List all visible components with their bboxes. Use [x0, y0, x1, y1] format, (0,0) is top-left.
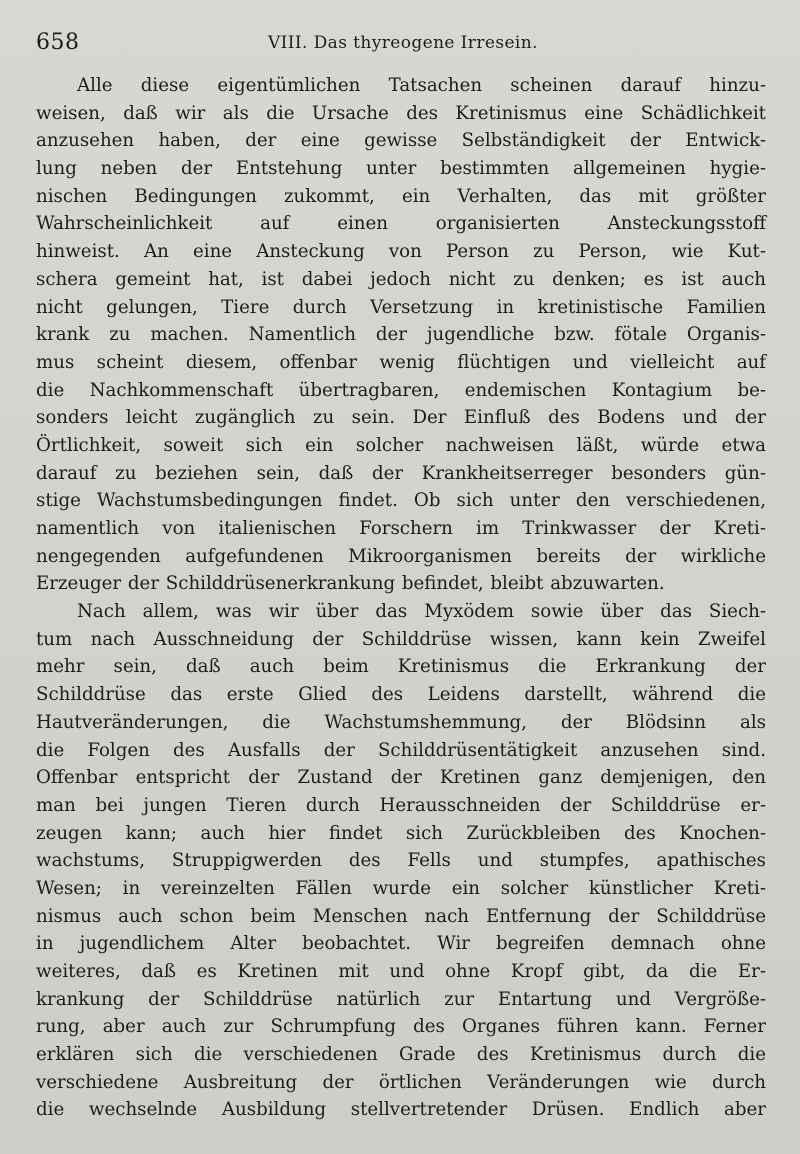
text-line: man bei jungen Tieren durch Herausschneiden der Schilddrüse er-	[36, 794, 766, 816]
text-line: die wechselnde Ausbildung stellvertretender Drüsen. Endlich aber	[36, 1099, 766, 1121]
text-line: weisen, daß wir als die Ursache des Kretinismus eine Schädlichkeit	[36, 102, 766, 124]
text-line: die Folgen des Ausfalls der Schilddrüsentätigkeit anzusehen sind.	[36, 739, 766, 761]
running-title: VIII. Das thyreogene Irresein.	[268, 33, 538, 53]
text-line: Alle diese eigentümlichen Tatsachen scheinen darauf hinzu-	[77, 75, 766, 96]
text-line: erklären sich die verschiedenen Grade des Kretinismus durch die	[36, 1044, 766, 1066]
text-line: zeugen kann; auch hier findet sich Zurückbleiben des Knochen-	[36, 822, 766, 844]
text-line: krankung der Schilddrüse natürlich zur Entartung und Vergröße-	[36, 988, 766, 1010]
text-line: mehr sein, daß auch beim Kretinismus die Erkrankung der	[36, 656, 766, 678]
text-line: mus scheint diesem, offenbar wenig flüchtigen und vielleicht auf	[36, 351, 766, 373]
text-line: lung neben der Entstehung unter bestimmten allgemeinen hygie-	[36, 158, 766, 180]
text-line: wachstums, Struppigwerden des Fells und stumpfes, apathisches	[36, 850, 766, 872]
text-line: Örtlichkeit, soweit sich ein solcher nachweisen läßt, würde etwa	[36, 434, 766, 456]
text-line: Erzeuger der Schilddrüsenerkrankung befindet, bleibt abzuwarten.	[36, 573, 665, 595]
text-line: anzusehen haben, der eine gewisse Selbständigkeit der Entwick-	[36, 130, 766, 152]
text-line: schera gemeint hat, ist dabei jedoch nicht zu denken; es ist auch	[36, 268, 766, 290]
text-line: sonders leicht zugänglich zu sein. Der Einfluß des Bodens und der	[36, 407, 766, 429]
text-line: darauf zu beziehen sein, daß der Krankheitserreger besonders gün-	[36, 462, 766, 484]
text-line: verschiedene Ausbreitung der örtlichen Veränderungen wie durch	[36, 1071, 766, 1093]
text-line: rung, aber auch zur Schrumpfung des Organes führen kann. Ferner	[36, 1016, 766, 1038]
text-line: Wesen; in vereinzelten Fällen wurde ein solcher künstlicher Kreti-	[36, 877, 766, 899]
text-line: Nach allem, was wir über das Myxödem sowie über das Siech-	[77, 601, 766, 623]
text-line: die Nachkommenschaft übertragbaren, endemischen Kontagium be-	[36, 379, 766, 401]
text-line: namentlich von italienischen Forschern im Trinkwasser der Kreti-	[36, 518, 766, 539]
text-line: weiteres, daß es Kretinen mit und ohne Kropf gibt, da die Er-	[36, 961, 766, 982]
page-header	[36, 30, 766, 60]
text-line: nischen Bedingungen zukommt, ein Verhalten, das mit größter	[36, 185, 766, 207]
text-line: tum nach Ausschneidung der Schilddrüse wissen, kann kein Zweifel	[36, 628, 766, 650]
text-line: nicht gelungen, Tiere durch Versetzung in kretinistische Familien	[36, 296, 766, 318]
text-line: hinweist. An eine Ansteckung von Person zu Person, wie Kut-	[36, 241, 766, 263]
text-line: krank zu machen. Namentlich der jugendliche bzw. fötale Organis-	[36, 324, 766, 346]
text-line: nengegenden aufgefundenen Mikroorganismen bereits der wirkliche	[36, 545, 766, 567]
text-line: Schilddrüse das erste Glied des Leidens darstellt, während die	[36, 684, 766, 706]
text-line: in jugendlichem Alter beobachtet. Wir begreifen demnach ohne	[36, 933, 766, 955]
page-number: 658	[36, 30, 80, 55]
text-line: Offenbar entspricht der Zustand der Kretinen ganz demjenigen, den	[36, 767, 766, 789]
text-line: Wahrscheinlichkeit auf einen organisierten Ansteckungsstoff	[36, 213, 766, 235]
text-line: Hautveränderungen, die Wachstumshemmung, der Blödsinn als	[36, 711, 766, 733]
text-line: nismus auch schon beim Menschen nach Entfernung der Schilddrüse	[36, 905, 766, 927]
text-line: stige Wachstumsbedingungen findet. Ob sich unter den verschiedenen,	[36, 490, 766, 512]
body-text	[36, 72, 766, 1124]
